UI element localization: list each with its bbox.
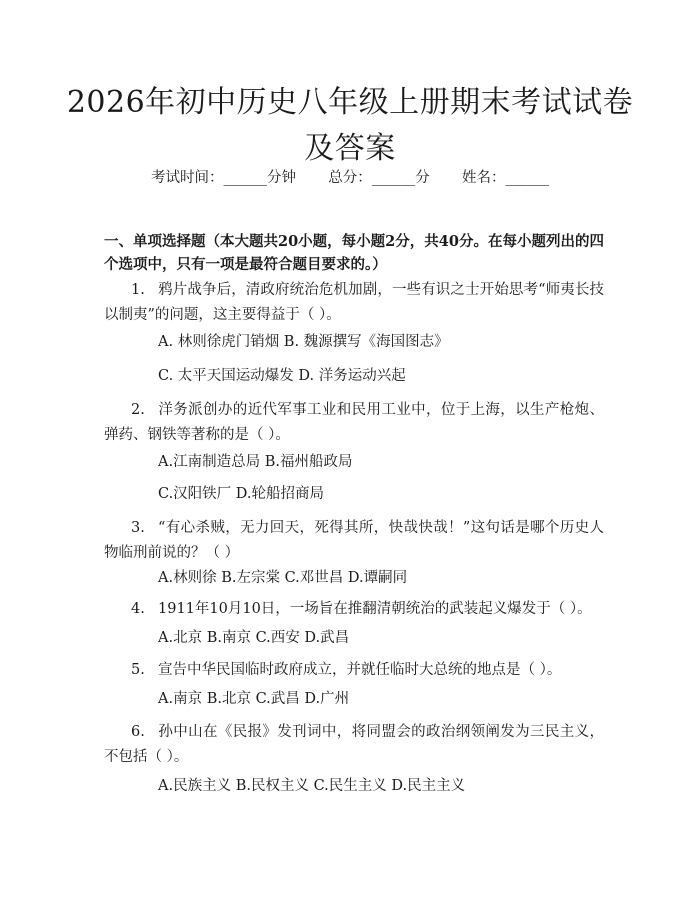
question-text: 孙中山在《民报》发刊词中，将同盟会的政治纲领阐发为三民主义，不包括（ ）。 — [104, 724, 604, 765]
section-heading: 一、单项选择题（本大题共20小题，每小题2分，共40分。在每小题列出的四个选项中，只有一项是最符合题目要求的。） — [104, 233, 604, 273]
question-6-options: A.民族主义 B.民权主义 C.民生主义 D.民主主义 — [158, 778, 466, 794]
question-number: 4. — [131, 601, 145, 617]
question-5 — [104, 658, 604, 683]
question-number: 3. — [131, 520, 145, 536]
question-5-options: A.南京 B.北京 C.武昌 D.广州 — [158, 691, 350, 707]
question-text: 洋务派创办的近代军事工业和民用工业中，位于上海，以生产枪炮、弹药、钢铁等著称的是（ ）。 — [104, 402, 604, 443]
question-3 — [104, 516, 604, 566]
question-3-options: A.林则徐 B.左宗棠 C.邓世昌 D.谭嗣同 — [158, 570, 408, 586]
question-6 — [104, 720, 604, 770]
question-number: 6. — [131, 724, 145, 740]
question-text: “有心杀贼，无力回天，死得其所，快哉快哉！”这句话是哪个历史人物临刑前说的？（ ） — [104, 520, 604, 561]
question-number: 2. — [131, 402, 145, 418]
exam-title: 2026年初中历史八年级上册期末考试试卷及答案 — [66, 85, 634, 166]
question-number: 1. — [131, 282, 145, 298]
question-text: 鸦片战争后，清政府统治危机加剧，一些有识之士开始思考“师夷长技以制夷”的问题，这主要得益于（ ）。 — [104, 282, 604, 323]
question-number: 5. — [131, 662, 145, 678]
question-4-options: A.北京 B.南京 C.西安 D.武昌 — [158, 630, 350, 646]
question-1-options-row-1: A. 林则徐虎门销烟 B. 魏源撰写《海国图志》 — [158, 334, 449, 350]
question-text: 宣告中华民国临时政府成立，并就任临时大总统的地点是（ ）。 — [158, 662, 562, 678]
question-4 — [104, 597, 604, 622]
question-1 — [104, 278, 604, 328]
question-2-options-row-1: A.江南制造总局 B.福州船政局 — [158, 454, 353, 470]
question-2 — [104, 398, 604, 448]
question-1-options-row-2: C. 太平天国运动爆发 D. 洋务运动兴起 — [158, 368, 406, 384]
question-text: 1911年10月10日，一场旨在推翻清朝统治的武装起义爆发于（ ）。 — [158, 601, 592, 617]
question-2-options-row-2: C.汉阳铁厂 D.轮船招商局 — [158, 486, 325, 502]
exam-info-line: 考试时间：______分钟 总分：______分 姓名：______ — [150, 170, 550, 186]
